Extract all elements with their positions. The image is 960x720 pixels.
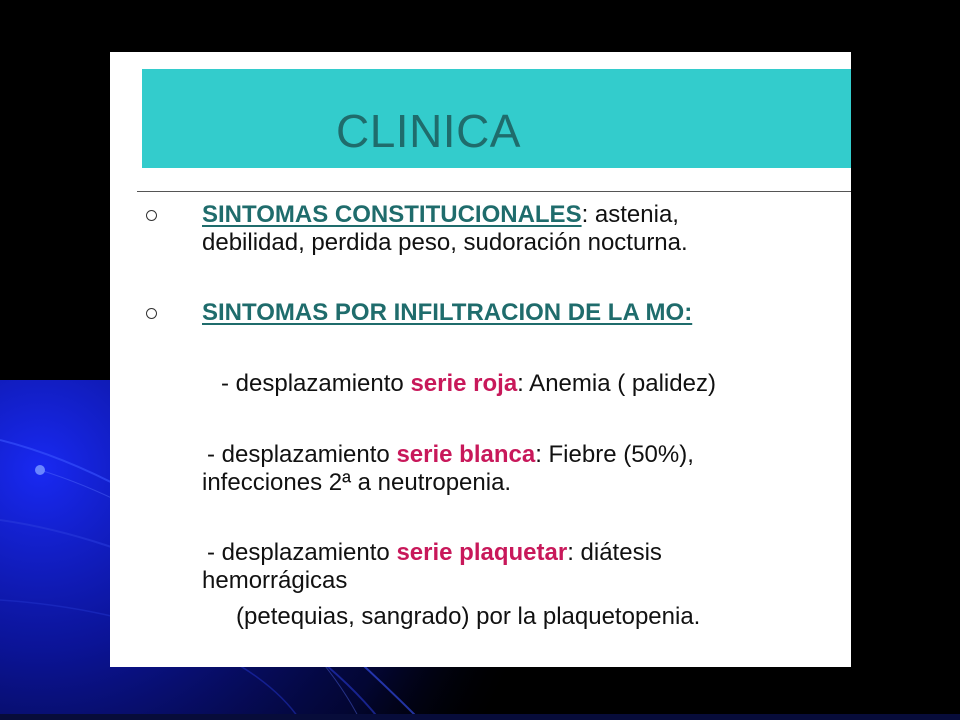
heading-sintomas-infiltracion: SINTOMAS POR INFILTRACION DE LA MO: (202, 299, 693, 326)
item-serie-blanca (207, 441, 694, 468)
accent-dot (35, 465, 45, 475)
item-serie-plaquetar (207, 539, 662, 566)
item-suffix: : diátesis (567, 539, 662, 566)
item-prefix: - desplazamiento (207, 539, 397, 566)
heading-sintomas-constitucionales: SINTOMAS CONSTITUCIONALES (202, 201, 582, 228)
item-suffix: : Fiebre (50%), (535, 441, 694, 468)
slide-title: CLINICA (336, 105, 521, 157)
highlight-serie-plaquetar: serie plaquetar (396, 539, 568, 566)
bottom-strip (0, 714, 960, 720)
bullet-text: : astenia, (581, 201, 679, 228)
item-suffix: : Anemia ( palidez) (517, 370, 716, 397)
bullet-marker (146, 210, 157, 221)
highlight-serie-blanca: serie blanca (396, 441, 536, 468)
highlight-serie-roja: serie roja (410, 370, 518, 397)
bullet-constitucionales-line2: debilidad, perdida peso, sudoración nocturna. (202, 229, 688, 256)
bullet-marker (146, 308, 157, 319)
slide-content (110, 52, 851, 667)
title-divider (137, 191, 851, 192)
item-serie-plaquetar-line2: hemorrágicas (202, 567, 348, 594)
item-serie-plaquetar-line3: (petequias, sangrado) por la plaquetopenia. (236, 603, 701, 630)
item-serie-roja (221, 370, 716, 397)
bullet-infiltracion (202, 299, 692, 326)
item-serie-blanca-line2: infecciones 2ª a neutropenia. (202, 469, 512, 496)
item-prefix: - desplazamiento (221, 370, 411, 397)
bullet-constitucionales-line1 (202, 201, 679, 228)
item-prefix: - desplazamiento (207, 441, 397, 468)
